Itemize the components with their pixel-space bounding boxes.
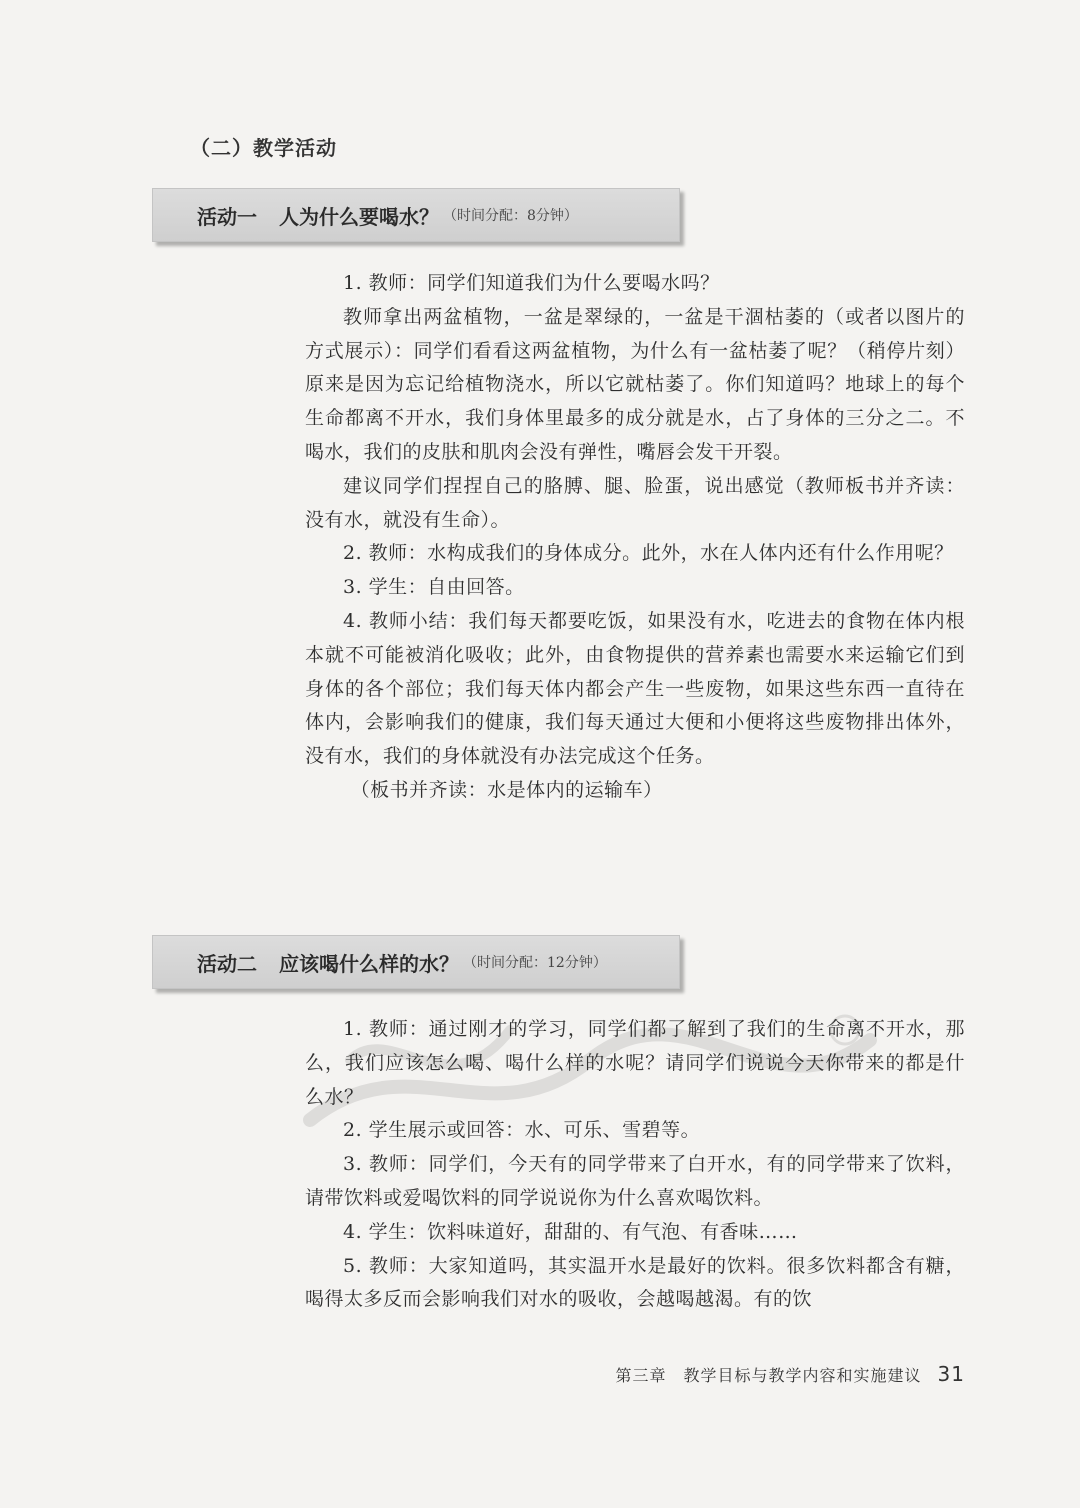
activity-1-body bbox=[305, 267, 965, 808]
paragraph: 1. 教师：通过刚才的学习，同学们都了解到了我们的生命离不开水，那么，我们应该怎么喝、喝什么样的水呢？请同学们说说今天你带来的都是什么水？ bbox=[305, 1018, 965, 1108]
activity-1-time: （时间分配：8分钟） bbox=[443, 208, 578, 224]
paragraph: 2. 学生展示或回答：水、可乐、雪碧等。 bbox=[343, 1119, 701, 1142]
paragraph: 1. 教师：同学们知道我们为什么要喝水吗？ bbox=[343, 272, 720, 294]
paragraph: 5. 教师：大家知道吗，其实温开水是最好的饮料。很多饮料都含有糖，喝得太多反而会影响我们对水的吸收，会越喝越渴。有的饮 bbox=[305, 1254, 965, 1311]
page-footer bbox=[616, 1362, 965, 1386]
activity-2-body bbox=[305, 1013, 965, 1317]
footer-chapter: 第三章 教学目标与教学内容和实施建议 bbox=[615, 1366, 922, 1385]
activity-1-title: 人为什么要喝水？ bbox=[279, 204, 439, 229]
activity-2-label: 活动二 bbox=[197, 951, 257, 976]
paragraph: （板书并齐读：水是体内的运输车） bbox=[350, 778, 663, 801]
activity-1-header bbox=[152, 188, 680, 242]
paragraph: 4. 教师小结：我们每天都要吃饭，如果没有水，吃进去的食物在体内根本就不可能被消化吸收；此外，由食物提供的营养素也需要水来运输它们到身体的各个部位；我们每天体内都会产生一些废物，如果这些东西一直待在体内，会影响我们的健康，我们每天通过大便和小便将这些废物排出体外，没有水，我们的身体就没有办法完成这个任务。 bbox=[305, 609, 965, 768]
paragraph: 3. 学生：自由回答。 bbox=[343, 576, 525, 599]
paragraph: 4. 学生：饮料味道好，甜甜的、有气泡、有香味…… bbox=[343, 1220, 798, 1243]
page-number: 31 bbox=[937, 1362, 965, 1386]
section-heading: （二）教学活动 bbox=[190, 136, 337, 160]
activity-2-time: （时间分配：12分钟） bbox=[463, 955, 607, 971]
paragraph: 2. 教师：水构成我们的身体成分。此外，水在人体内还有什么作用呢？ bbox=[343, 542, 954, 565]
paragraph: 教师拿出两盆植物，一盆是翠绿的，一盆是干涸枯萎的（或者以图片的方式展示）：同学们看看这两盆植物，为什么有一盆枯萎了呢？（稍停片刻）原来是因为忘记给植物浇水，所以它就枯萎了。你们知道吗？地球上的每个生命都离不开水，我们身体里最多的成分就是水，占了身体的三分之二。不喝水，我们的皮肤和肌肉会没有弹性，嘴唇会发干开裂。 bbox=[305, 305, 965, 463]
paragraph: 建议同学们捏捏自己的胳膊、腿、脸蛋，说出感觉（教师板书并齐读：没有水，就没有生命）。 bbox=[305, 474, 965, 531]
activity-2-title: 应该喝什么样的水？ bbox=[279, 951, 459, 976]
activity-2-header bbox=[152, 935, 680, 989]
activity-1-label: 活动一 bbox=[197, 204, 257, 229]
paragraph: 3. 教师：同学们，今天有的同学带来了白开水，有的同学带来了饮料，请带饮料或爱喝饮料的同学说说你为什么喜欢喝饮料。 bbox=[305, 1153, 965, 1209]
